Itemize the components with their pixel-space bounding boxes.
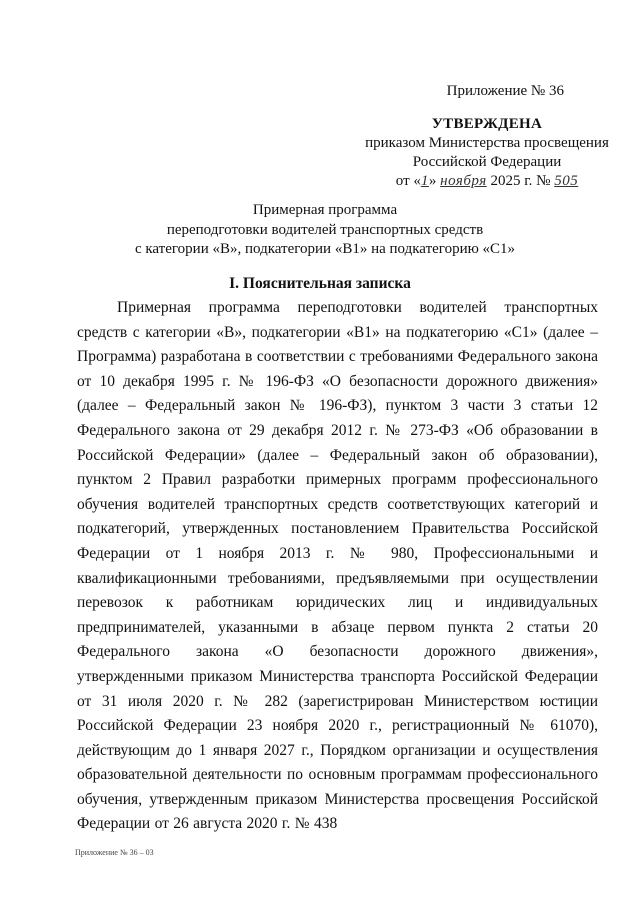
section-heading: I. Пояснительная записка [229, 275, 411, 292]
title-line-3: с категории «В», подкатегории «В1» на подкатегорию «С1» [134, 241, 516, 257]
body-text [77, 296, 598, 837]
order-number-handwritten: 505 [554, 173, 579, 189]
approval-block [352, 115, 622, 191]
date-day-handwritten: 1 [420, 173, 429, 189]
program-title [120, 201, 530, 260]
title-line-2: переподготовки водителей транспортных средств [166, 221, 484, 238]
attachment-number: Приложение № 36 [446, 83, 564, 99]
body-paragraph: Примерная программа переподготовки водителей транспортных средств с категории «В», подкатегории «В1» на подкатегорию «С1» (далее – Программа) разработана в соответствии с требованиями Федерального закона от 10 декабря 1995 г. № 196-ФЗ «О безопасности дорожного движения» (далее – Федеральный закон № 196-ФЗ), пунктом 3 части 3 статьи 12 Федерального закона от 29 декабря 2012 г. № 273-ФЗ «Об образовании в Российской Федерации» (далее – Федеральный закон об образовании), пунктом 2 Правил разработки примерных программ профессионального обучения водителей транспортных средств соответствующих категорий и подкатегорий, утвержденных постановлением Правительства Российской Федерации от 1 ноября 2013 г. № 980, Профессиональными и квалификационными требованиями, предъявляемыми при осуществлении перевозок к работникам юридических лиц и индивидуальных предпринимателей, указанными в абзаце первом пункта 2 статьи 20 Федерального закона «О безопасности дорожного движения», утвержденными приказом Министерства транспорта Российской Федерации от 31 июля 2020 г. № 282 (зарегистрирован Министерством юстиции Российской Федерации 23 ноября 2020 г., регистрационный № 61070), действующим до 1 января 2027 г., Порядком организации и осуществления образовательной деятельности по основным программам профессионального обучения, утвержденным приказом Министерства просвещения Российской Федерации от 26 августа 2020 г. № 438 [77, 299, 598, 833]
approved-label: УТВЕРЖДЕНА [431, 116, 543, 132]
approved-by-line-2: Российской Федерации [412, 154, 562, 170]
date-year: 2025 г. № [486, 173, 555, 189]
date-month-handwritten: ноября [440, 173, 487, 189]
date-prefix: от « [395, 173, 421, 189]
title-line-1: Примерная программа [252, 202, 398, 218]
date-mid: » [428, 173, 441, 189]
footer-code: Приложение № 36 – 03 [75, 848, 154, 857]
approved-by-line-1: приказом Министерства просвещения [365, 135, 609, 151]
order-date-line [352, 172, 622, 191]
